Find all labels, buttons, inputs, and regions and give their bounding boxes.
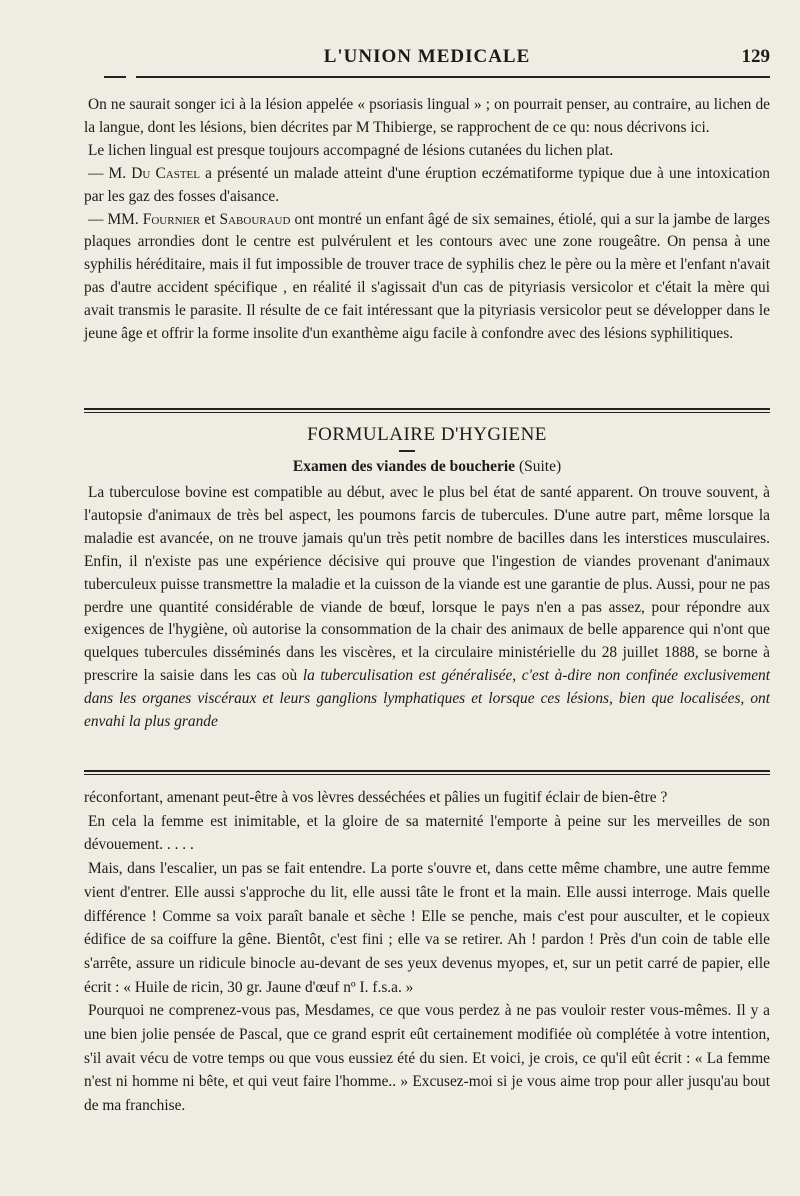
feuilleton-divider — [84, 770, 770, 775]
subsection-title-suffix: (Suite) — [518, 458, 562, 475]
conjunction: et — [204, 210, 216, 228]
tuberculose-italic-text: la tuberculisation est généralisée, c'est à-dire non confinée exclusivement dans les organes viscéraux et leurs ganglions lymphatiques et lorsque ces lésions, bien que localisées, ont envahi la plus grande — [84, 667, 771, 731]
header-rule-short — [104, 76, 126, 78]
paragraph-maternite: En cela la femme est inimitable, et la gloire de sa maternité l'emporte à peine sur les merveilles de son dévouement. . . . . — [84, 812, 770, 854]
clinical-notes-section — [84, 94, 770, 346]
subsection-title — [84, 458, 770, 476]
tuberculose-text: La tuberculose bovine est compatible au début, avec le plus bel état de santé apparent. On trouve souvent, à l'autopsie d'animaux de très bel aspect, les poumons farcis de tubercules. D'une autre part, même lorsque la maladie est avancée, on ne trouve jamais qu'un très petit nombre de bacilles dans les interstices musculaires. Enfin, il n'existe pas une expérience décisive qui prouve que l'ingestion de viandes provenant d'animaux tuberculeux puisse transmettre la maladie et la cuisson de la viande est une garantie de plus. Aussi, pour ne pas perdre une quantité considérable de viande de bœuf, lorsque le pays n'en a pas assez, pour répondre aux exigences de l'hygiène, où autorise la consommation de la chair des animaux de belle apparence qui n'ont que quelques tubercules disséminés dans les viscères, et la circulaire ministérielle du 28 juillet 1888, se borne à prescrire la saisie dans les cas où — [84, 484, 770, 685]
author-sabouraud: Sabouraud — [219, 210, 291, 228]
paragraph-fournier-sabouraud — [84, 209, 770, 346]
author-fournier: Fournier — [142, 210, 201, 228]
paragraph-tuberculose — [84, 482, 770, 734]
hygiene-section — [84, 482, 770, 734]
paragraph-pascal: Pourquoi ne comprenez-vous pas, Mesdames, ce que vous perdez à ne pas vouloir rester vous-mêmes. Il y a une bien jolie pensée de Pascal, que ce grand esprit eût certainement modifiée où complétée à votre intention, s'il avait vécu de votre temps ou que vous eussiez été du sien. Et voici, je crois, ce qu'il eût écrit : « La femme n'est ni homme ni bête, et qui veut faire l'homme.. » Excusez-moi si je vous aime trop pour aller jusqu'au bout de ma franchise. — [84, 1002, 770, 1115]
title-dash — [399, 450, 415, 452]
paragraph-escalier: Mais, dans l'escalier, un pas se fait entendre. La porte s'ouvre et, dans cette même chambre, une autre femme vient d'entrer. Elle aussi s'approche du lit, elle aussi tâte le front et la main. Elle aussi interroge. Mais quelle différence ! Comme sa voix paraît banale et sèche ! Elle se penche, mais c'est pour ausculter, et le copieux édifice de sa coiffure la gêne. Bientôt, c'est fini ; elle va se retirer. Ah ! pardon ! Près d'un coin de table elle s'arrête, assure un ridicule binocle au-devant de ses yeux devenus myopes, et, sur un petit carré de papier, elle écrit : « Huile de ricin, 30 gr. Jaune d'œuf nº I. f.s.a. » — [84, 860, 770, 996]
section-title: FORMULAIRE D'HYGIENE — [307, 424, 547, 445]
dash-prefix: — M. — [88, 164, 127, 182]
fournier-text: ont montré un enfant âgé de six semaines, étiolé, qui a sur la jambe de larges plaques arrondies dont le centre est pulvérulent et les contours avec une zone rougeâtre. On pensa à une syphilis héréditaire, mais il fut impossible de trouver trace de syphilis chez le père ou la mère et l'enfant n'avait pas d'autre accident spécifique , en réalité il s'agissait d'un cas de pityriasis versicolor et c'était la mère qui avait transmis le parasite. Il résulte de ce fait intéressant que la pityriasis versicolor peut se développer dans le jeune âge et offrir la forme insolite d'un exanthème aigu facile à confondre avec des lésions syphilitiques. — [84, 210, 770, 343]
feuilleton-section — [84, 786, 770, 1118]
page-number: 129 — [741, 46, 770, 67]
subsection-title-bold: Examen des viandes de boucherie — [292, 458, 516, 475]
paragraph-du-castel — [84, 163, 770, 209]
paragraph-psoriasis: On ne saurait songer ici à la lésion appelée « psoriasis lingual » ; on pourrait penser, au contraire, au lichen de la langue, dont les lésions, bien décrites par M Thibierge, se rapprochent de ce qu: nous décrivons ici. — [84, 96, 770, 136]
header-rule-long — [136, 76, 770, 78]
running-title: L'UNION MEDICALE — [323, 46, 531, 67]
author-du-castel: Du Castel — [131, 164, 200, 182]
dash-prefix: — MM. — [88, 210, 139, 228]
section-divider — [84, 408, 770, 413]
paragraph-reconfortant: réconfortant, amenant peut-être à vos lèvres desséchées et pâlies un fugitif éclair de bien-être ? — [84, 789, 668, 806]
paragraph-lichen: Le lichen lingual est presque toujours accompagné de lésions cutanées du lichen plat. — [88, 141, 614, 159]
du-castel-text: a présenté un malade atteint d'une éruption eczématiforme typique due à une intoxication par les gaz des fosses d'aisance. — [84, 164, 770, 205]
